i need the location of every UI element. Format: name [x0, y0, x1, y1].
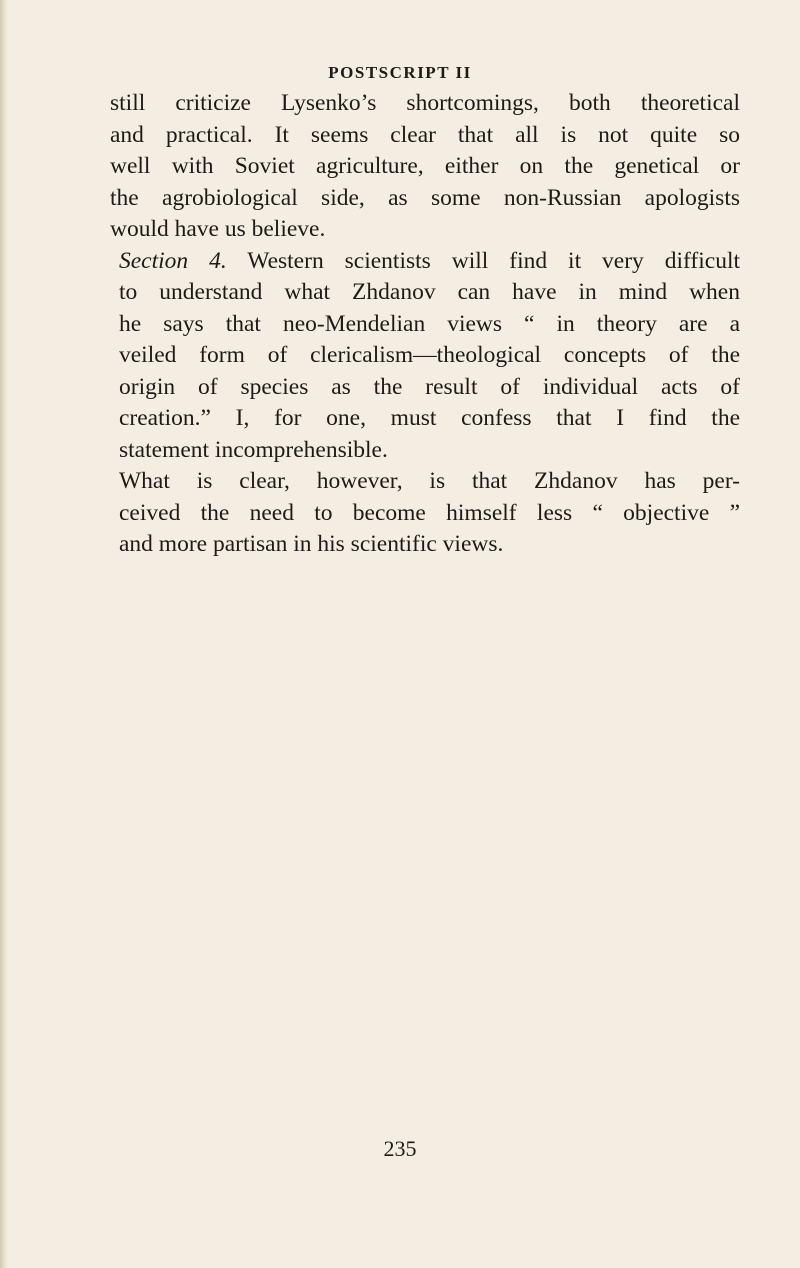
- section-label: Section 4.: [119, 247, 227, 274]
- text-line: would have us believe.: [110, 216, 326, 242]
- text-line: veiled form of clericalism—theological concepts of the: [119, 342, 740, 368]
- text-line: origin of species as the result of individual acts of: [119, 373, 740, 400]
- page-number: 235: [383, 1136, 417, 1161]
- text-line: ceived the need to become himself less “ objective ”: [119, 499, 740, 526]
- running-head: POSTSCRIPT II: [328, 63, 472, 82]
- paragraph-3: [110, 466, 740, 561]
- text-line: and more partisan in his scientific views.: [119, 531, 504, 557]
- text-line: still criticize Lysenko’s shortcomings, both theoretical: [110, 90, 740, 116]
- text-line: to understand what Zhdanov can have in mind when: [119, 279, 740, 305]
- text-line: statement incomprehensible.: [119, 436, 388, 463]
- text-line: What is clear, however, is that Zhdanov has per-: [119, 468, 740, 494]
- text-line: he says that neo-Mendelian views “ in theory are a: [119, 310, 740, 337]
- body-text: [110, 88, 740, 561]
- text-line: creation.” I, for one, must confess that I find the: [119, 405, 740, 431]
- page-binding-edge: [0, 0, 8, 1268]
- text-line: the agrobiological side, as some non-Russian apologists: [110, 184, 740, 211]
- text-line-rest: Western scientists will find it very difficult: [247, 247, 741, 274]
- text-line: well with Soviet agriculture, either on the genetical or: [110, 153, 740, 179]
- text-line-first: [110, 246, 740, 278]
- text-line: and practical. It seems clear that all is not quite so: [110, 121, 740, 148]
- paragraph-2: [110, 246, 740, 467]
- paragraph-1: [110, 88, 740, 246]
